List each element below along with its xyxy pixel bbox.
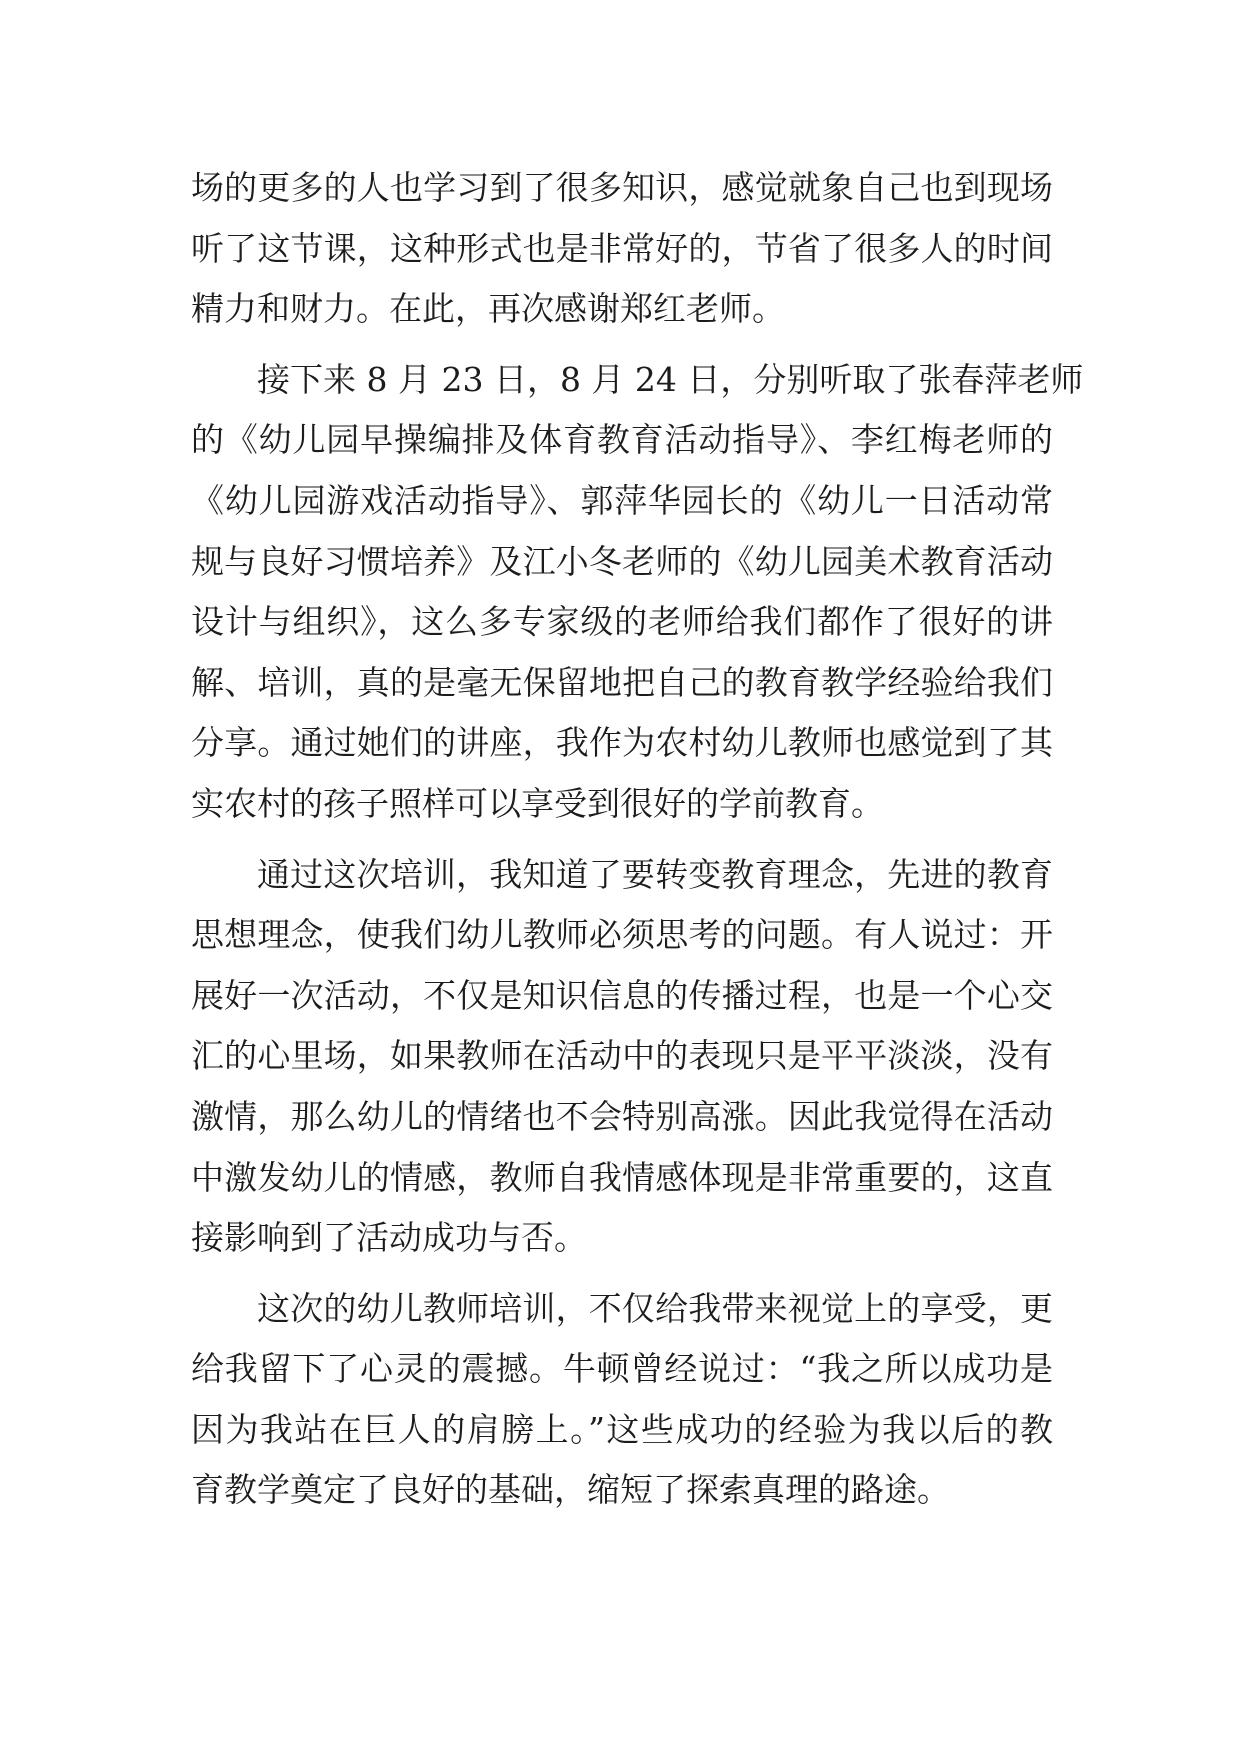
text-line: 展好一次活动，不仅是知识信息的传播过程，也是一个心交 xyxy=(191,975,1053,1015)
text-line: 听了这节课，这种形式也是非常好的，节省了很多人的时间 xyxy=(191,228,1053,268)
text-line: 激情，那么幼儿的情绪也不会特别高涨。因此我觉得在活动 xyxy=(191,1096,1053,1136)
document-body xyxy=(191,158,1084,1521)
text-line: 思想理念，使我们幼儿教师必须思考的问题。有人说过：开 xyxy=(191,915,1053,955)
text-line: 因为我站在巨人的肩膀上。”这些成功的经验为我以后的教 xyxy=(191,1409,1053,1449)
text-line: 接下来 8 月 23 日，8 月 24 日，分别听取了张春萍老师 xyxy=(257,359,1084,399)
text-line: 汇的心里场，如果教师在活动中的表现只是平平淡淡，没有 xyxy=(191,1036,1053,1076)
text-line: 设计与组织》，这么多专家级的老师给我们都作了很好的讲 xyxy=(191,602,1053,642)
text-line: 通过这次培训，我知道了要转变教育理念，先进的教育 xyxy=(257,854,1053,894)
paragraph xyxy=(191,158,1053,340)
text-line: 解、培训，真的是毫无保留地把自己的教育教学经验给我们 xyxy=(191,662,1053,702)
paragraph xyxy=(191,1279,1053,1521)
text-line: 分享。通过她们的讲座，我作为农村幼儿教师也感觉到了其 xyxy=(191,723,1053,763)
text-line: 接影响到了活动成功与否。 xyxy=(191,1218,587,1258)
text-line: 精力和财力。在此，再次感谢郑红老师。 xyxy=(191,289,785,329)
text-line: 场的更多的人也学习到了很多知识，感觉就象自己也到现场 xyxy=(191,168,1053,207)
paragraph-gap xyxy=(191,1269,1053,1279)
text-line: 《幼儿园游戏活动指导》、郭萍华园长的《幼儿一日活动常 xyxy=(191,480,1053,520)
paragraph-gap xyxy=(191,835,1053,845)
text-line: 中激发幼儿的情感，教师自我情感体现是非常重要的，这直 xyxy=(191,1157,1053,1197)
text-line: 实农村的孩子照样可以享受到很好的学前教育。 xyxy=(191,783,884,823)
text-line: 规与良好习惯培养》及江小冬老师的《幼儿园美术教育活动 xyxy=(191,541,1053,581)
paragraph-gap xyxy=(191,340,1053,350)
text-line: 给我留下了心灵的震撼。牛顿曾经说过：“我之所以成功是 xyxy=(191,1349,1053,1389)
text-line: 这次的幼儿教师培训，不仅给我带来视觉上的享受，更 xyxy=(257,1288,1053,1328)
text-line: 育教学奠定了良好的基础，缩短了探索真理的路途。 xyxy=(191,1470,950,1510)
paragraph xyxy=(191,350,1084,835)
text-line: 的《幼儿园早操编排及体育教育活动指导》、李红梅老师的 xyxy=(191,420,1053,460)
paragraph xyxy=(191,845,1053,1269)
